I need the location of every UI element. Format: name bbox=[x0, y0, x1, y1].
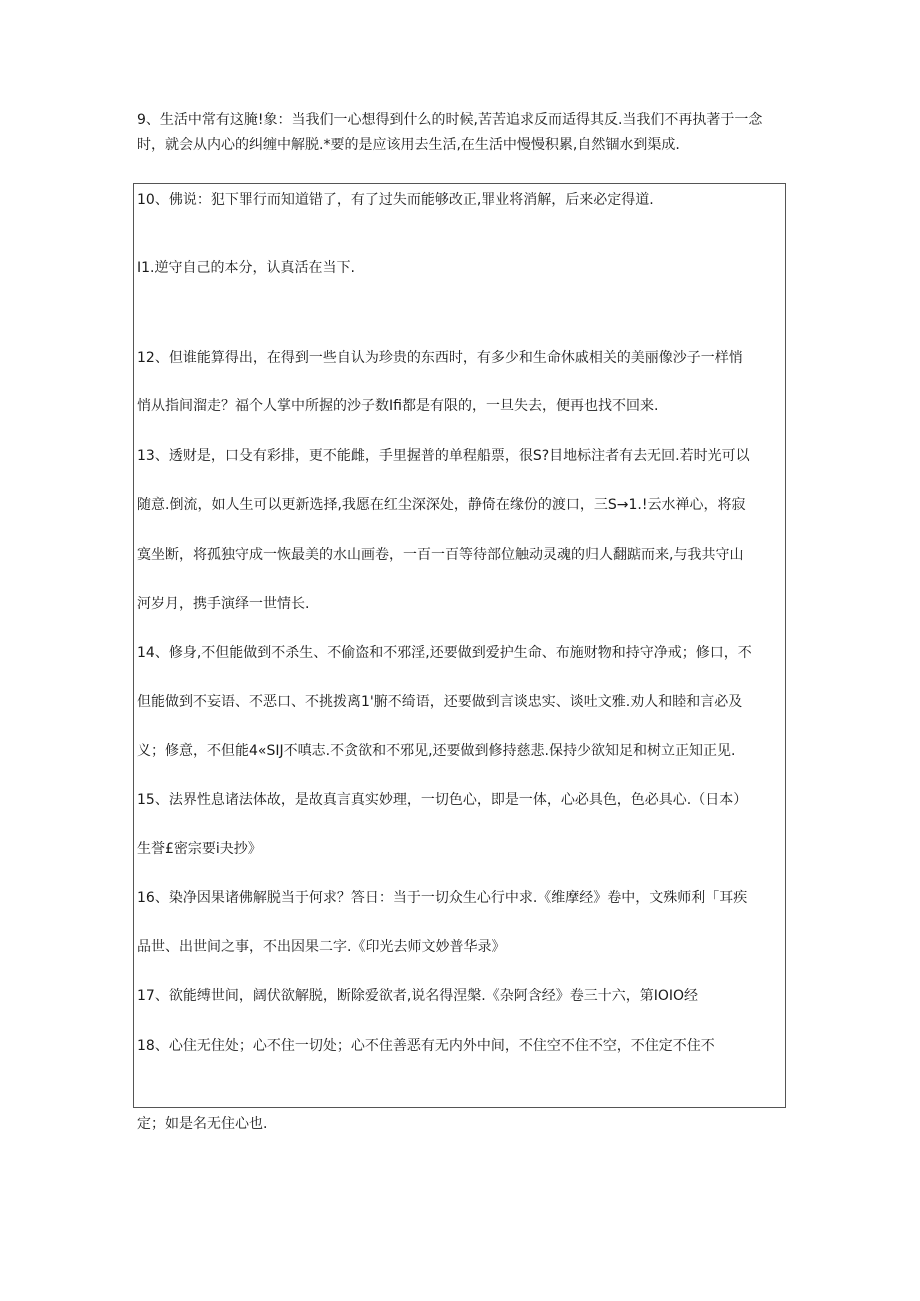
boxed-section bbox=[133, 183, 786, 1108]
quote-13-line-3: 寞坐断，将孤独守成一恢最美的水山画卷，一百一百等待部位触动灵魂的归人翻踮而来,与我共守山 bbox=[137, 547, 744, 563]
quote-18-line-1: 18、心住无住处；心不住一切处；心不住善恶有无内外中间，不住空不住不空，不住定不住不 bbox=[137, 1038, 715, 1054]
quote-13-line-2: 随意.倒流，如人生可以更新选择,我愿在红尘深深处，静倚在缘份的渡口，三S→1.!云水禅心，将寂 bbox=[137, 497, 746, 513]
quote-11: I1.逆守自己的本分，认真活在当下. bbox=[137, 260, 355, 276]
quote-14-line-1: 14、修身,不但能做到不杀生、不偷盗和不邪淫,还要做到爱护生命、布施财物和持守净戒；修口，不 bbox=[137, 645, 752, 661]
intro-line-1: 9、生活中常有这腌!象：当我们一心想得到什么的时候,苦苦追求反而适得其反.当我们不再执著于一念 bbox=[137, 112, 763, 128]
quote-16-line-2: 品世、出世间之事，不出因果二字.《印光去师文妙普华录》 bbox=[137, 939, 506, 955]
quote-12-line-1: 12、但谁能算得出，在得到一些自认为珍贵的东西时，有多少和生命休戚相关的美丽像沙子一样悄 bbox=[137, 350, 743, 366]
intro-line-2: 时，就会从内心的纠缠中解脱.*要的是应该用去生活,在生活中慢慢积累,自然锢水到渠成. bbox=[137, 137, 680, 153]
quote-12-line-2: 悄从指间溜走？福个人掌中所握的沙子数Ifi都是有限的，一旦失去，便再也找不回来. bbox=[137, 398, 659, 414]
quote-14-line-3: 义；修意，不但能4«SIJ不嗔志.不贪欲和不邪见,还要做到修持慈悲.保持少欲知足和树立正知正见. bbox=[137, 743, 736, 759]
quote-13-line-1: 13、透财是，口殳有彩排，更不能雌，手里握普的单程船票，很S?目地标注者有去无回.若时光可以 bbox=[137, 448, 750, 464]
quote-15-line-1: 15、法界性息诸法体故，是故真言真实妙理，一切色心，即是一体，心必具色，色必具心.（日本） bbox=[137, 792, 748, 808]
quote-13-line-4: 河岁月，携手演绎一世情长. bbox=[137, 596, 310, 612]
quote-10: 10、佛说：犯下罪行而知道错了，有了过失而能够改正,罪业将消解，后来必定得道. bbox=[137, 192, 654, 208]
quote-16-line-1: 16、染净因果诸佛解脱当于何求？答日：当于一切众生心行中求.《维摩经》卷中，文殊师利「耳疾 bbox=[137, 890, 748, 906]
quote-17: 17、欲能缚世间，阔伏欲解脱，断除爱欲者,说名得涅槃.《杂阿含经》卷三十六，第IOIO经 bbox=[137, 988, 699, 1004]
quote-15-line-2: 生誉£密宗要i夬抄》 bbox=[137, 841, 262, 857]
quote-18-line-2: 定；如是名无住心也. bbox=[137, 1116, 268, 1132]
quote-14-line-2: 但能做到不妄语、不恶口、不挑拨离1'腑不绮语，还要做到言谈忠实、谈吐文雅.劝人和睦和言必及 bbox=[137, 694, 743, 710]
